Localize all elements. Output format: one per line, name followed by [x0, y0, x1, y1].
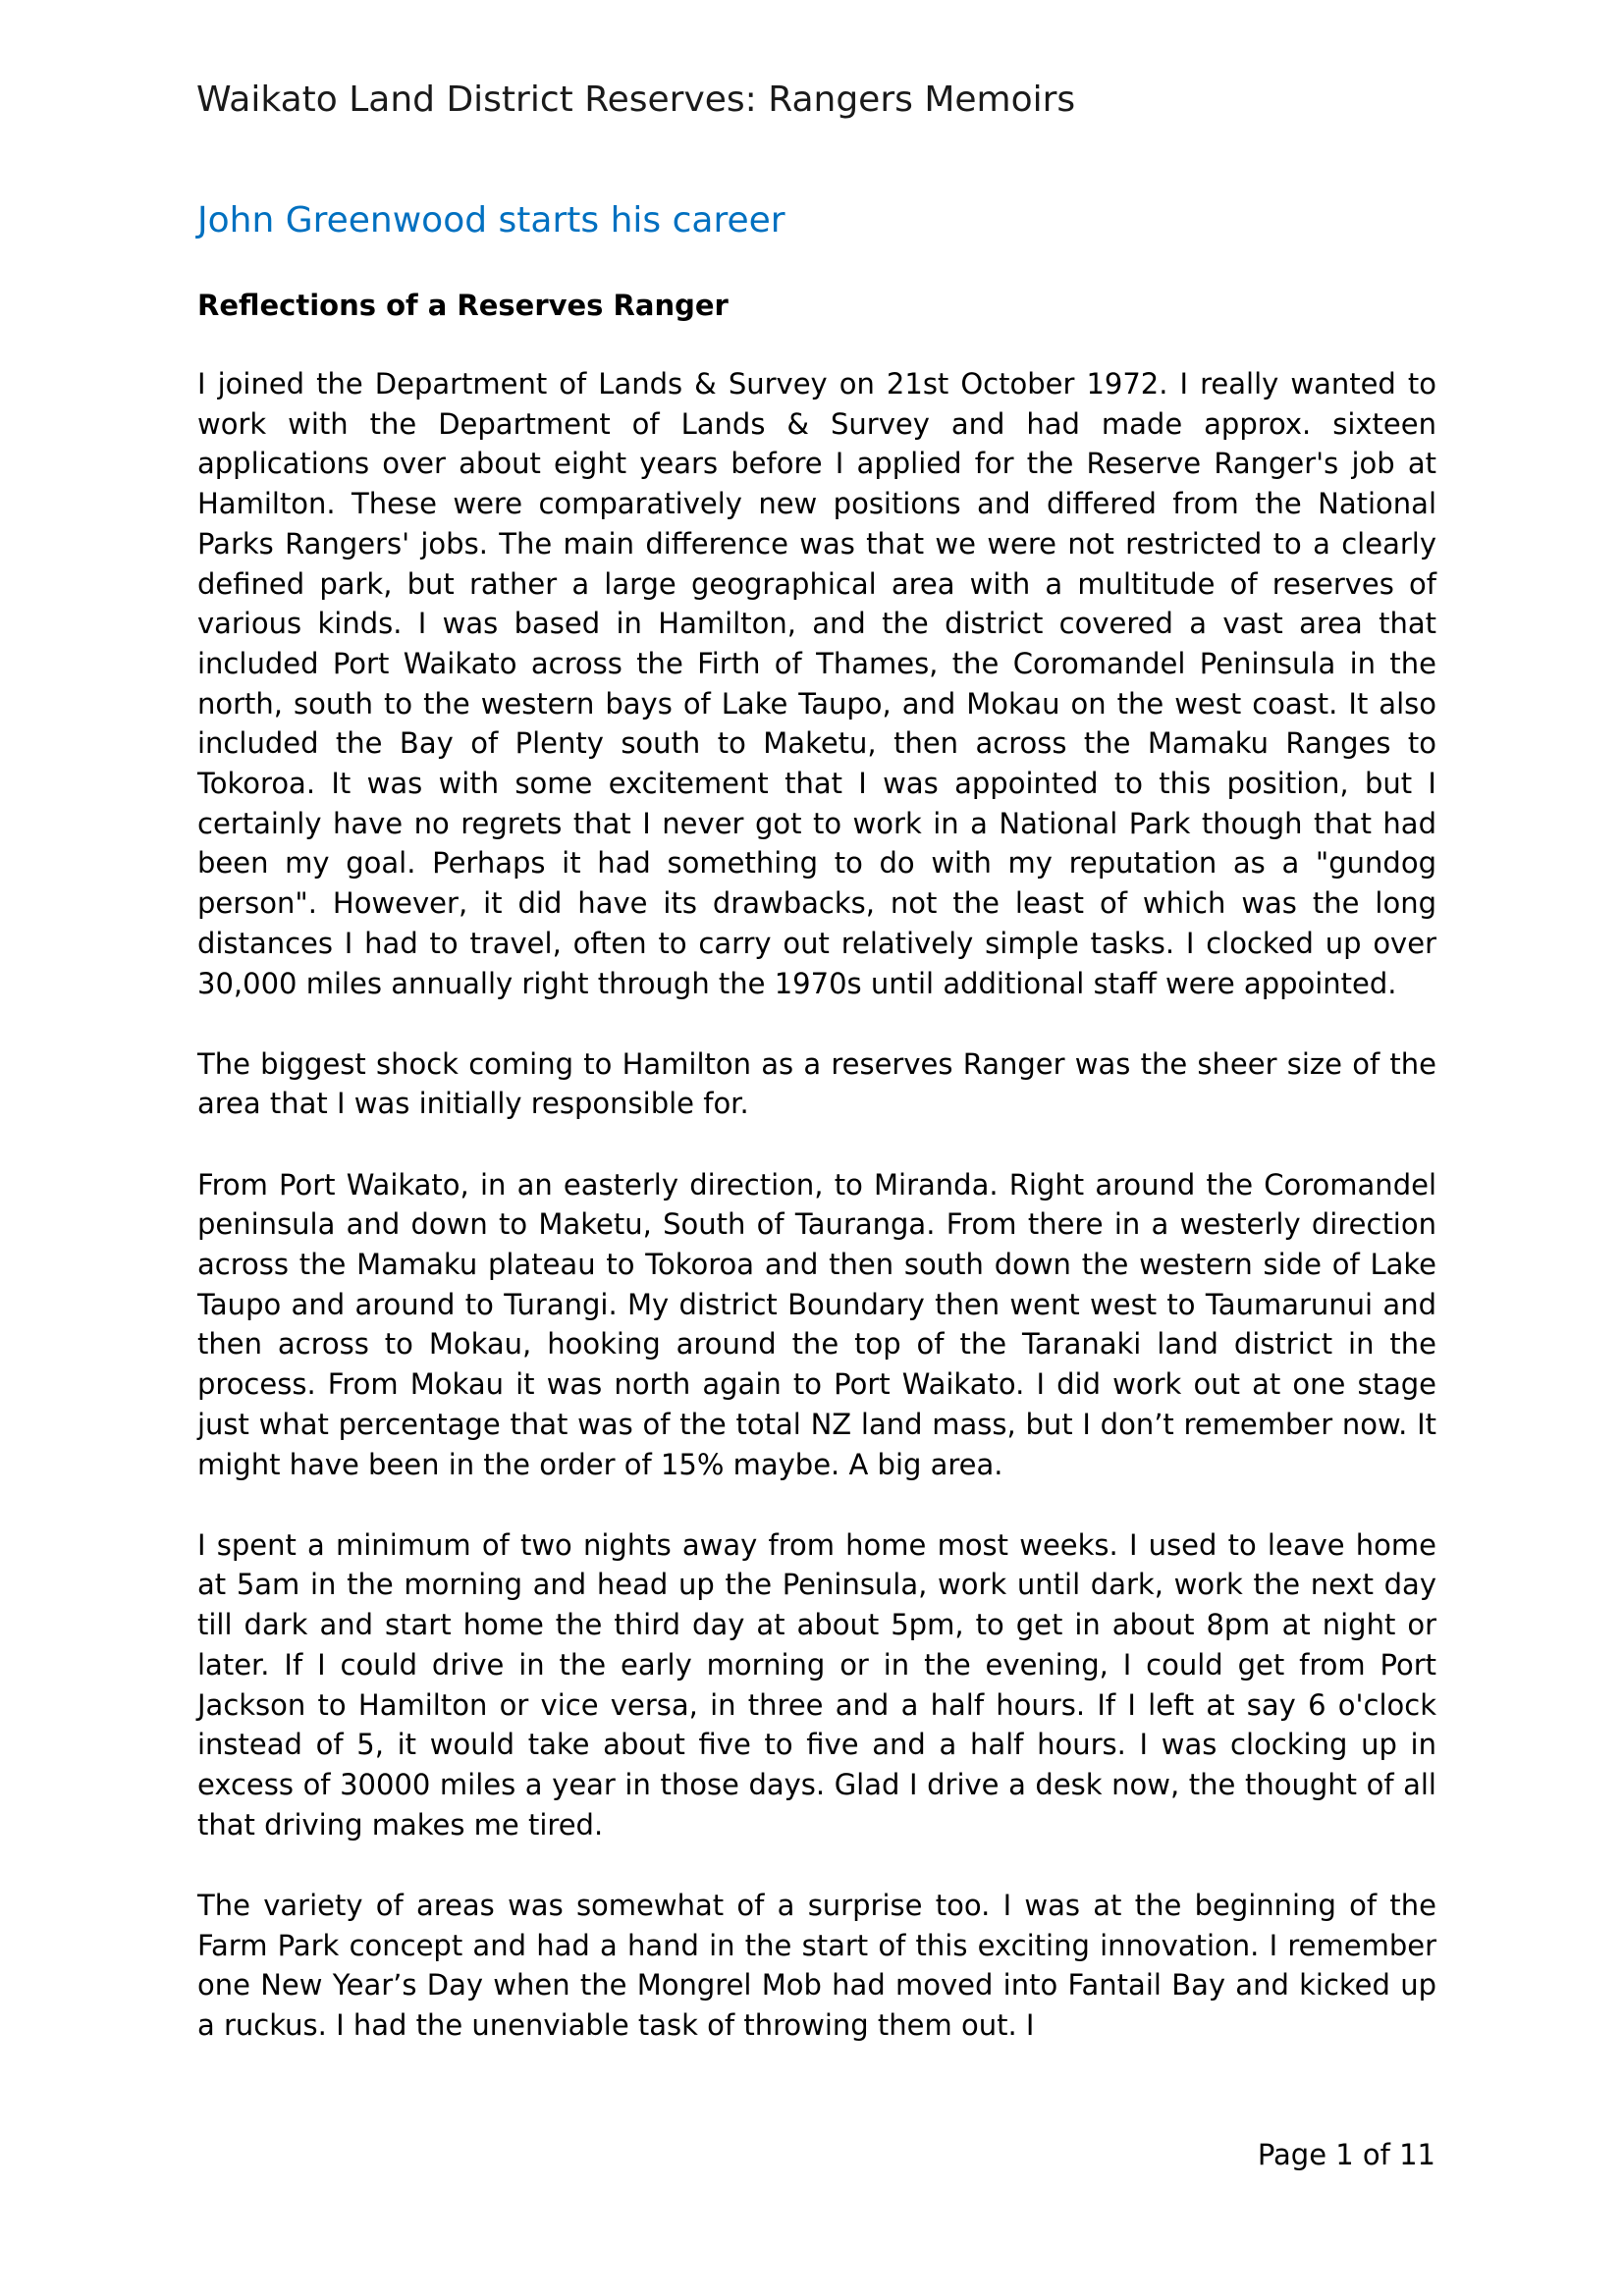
body-text: [197, 364, 1436, 2046]
paragraph: The biggest shock coming to Hamilton as a reserves Ranger was the sheer size of the area that I was initially responsible for.: [197, 1046, 1436, 1121]
section-title: John Greenwood starts his career: [197, 200, 785, 240]
paragraph: From Port Waikato, in an easterly direction, to Miranda. Right around the Coromandel peninsula and down to Maketu, South of Tauranga. From there in a westerly direction across the Mamaku plateau to Tokoroa and then south down the western side of Lake Taupo and around to Turangi. My district Boundary then went west to Taumarunui and then across to Mokau, hooking around the top of the Taranaki land district in the process. From Mokau it was north again to Port Waikato. I did work out at one stage just what percentage that was of the total NZ land mass, but I don’t remember now. It might have been in the order of 15% maybe. A big area.: [197, 1167, 1436, 1481]
subheading: Reflections of a Reserves Ranger: [197, 289, 729, 322]
paragraph: I spent a minimum of two nights away from home most weeks. I used to leave home at 5am in the morning and head up the Peninsula, work until dark, work the next day till dark and start home the third day at about 5pm, to get in about 8pm at night or later. If I could drive in the early morning or in the evening, I could get from Port Jackson to Hamilton or vice versa, in three and a half hours. If I left at say 6 o'clock instead of 5, it would take about five to five and a half hours. I was clocking up in excess of 30000 miles a year in those days. Glad I drive a desk now, the thought of all that driving makes me tired.: [197, 1527, 1436, 1842]
page-number: Page 1 of 11: [1257, 2138, 1435, 2171]
paragraph: The variety of areas was somewhat of a surprise too. I was at the beginning of the Farm Park concept and had a hand in the start of this exciting innovation. I remember one New Year’s Day when the Mongrel Mob had moved into Fantail Bay and kicked up a ruckus. I had the unenviable task of throwing them out. I: [197, 1888, 1436, 2043]
running-header: Waikato Land District Reserves: Rangers Memoirs: [196, 80, 1076, 120]
paragraph: I joined the Department of Lands & Survey on 21st October 1972. I really wanted to work with the Department of Lands & Survey and had made approx. sixteen applications over about eight years before I applied for the Reserve Ranger's job at Hamilton. These were comparatively new positions and differed from the National Parks Rangers' jobs. The main difference was that we were not restricted to a clearly defined park, but rather a large geographical area with a multitude of reserves of various kinds. I was based in Hamilton, and the district covered a vast area that included Port Waikato across the Firth of Thames, the Coromandel Peninsula in the north, south to the western bays of Lake Taupo, and Mokau on the west coast. It also included the Bay of Plenty south to Maketu, then across the Mamaku Ranges to Tokoroa. It was with some excitement that I was appointed to this position, but I certainly have no regrets that I never got to work in a National Park though that had been my goal. Perhaps it had something to do with my reputation as a "gundog person". However, it did have its drawbacks, not the least of which was the long distances I had to travel, often to carry out relatively simple tasks. I clocked up over 30,000 miles annually right through the 1970s until additional staff were appointed.: [197, 367, 1436, 1000]
